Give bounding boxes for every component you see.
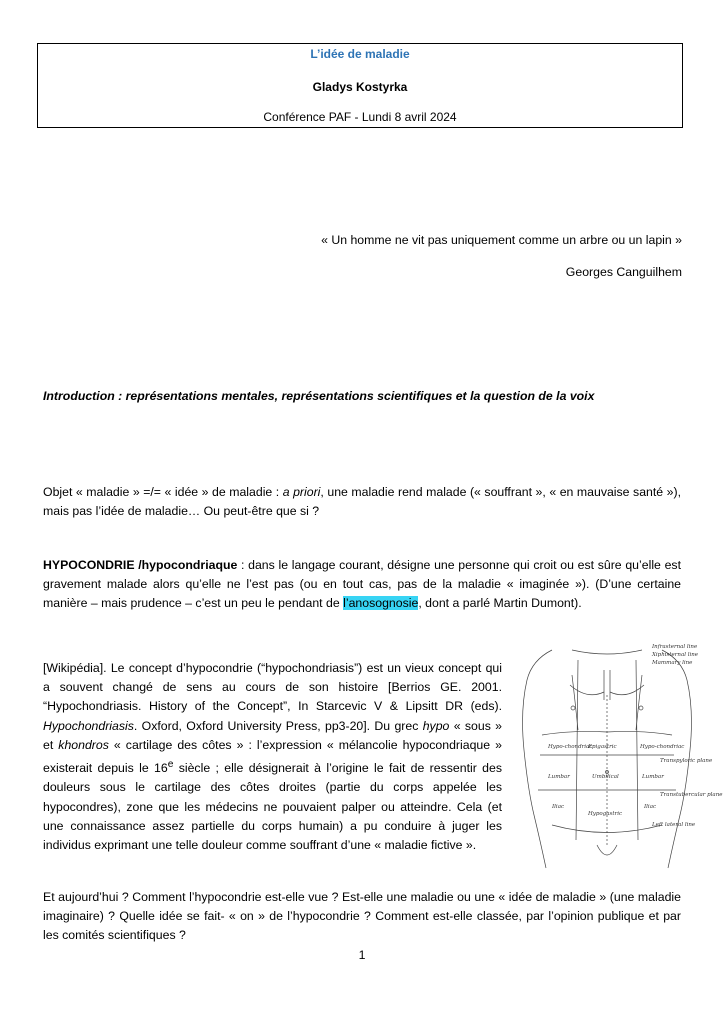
p1-text-a: Objet « maladie » =/= « idée » de maladie :	[43, 485, 283, 499]
document-title: L’idée de maladie	[310, 47, 410, 61]
label-lumbar-right: Lumbar	[642, 774, 664, 780]
title-box	[37, 43, 683, 128]
label-hypochondriac-right: Hypo-chondriac	[640, 744, 685, 750]
section-title: Introduction : représentations mentales, représentations scientifiques et la question de la voix	[43, 389, 595, 403]
label-left-lateral: Left lateral line	[652, 822, 696, 828]
p3-word-hypo: hypo	[422, 718, 450, 733]
label-infrasternal: Infrasternal line	[652, 644, 698, 650]
p3-text-a: [Wikipédia]. Le concept d’hypocondrie (“hypochondriasis”) est un vieux concept qui a souvent changé de sens au cours de son histoire [Berrios GE. 2001. “Hypochondriasis. History of the Concept”, In Starcevic V & Lipsitt DR (eds).	[43, 661, 502, 714]
epigraph-author: Georges Canguilhem	[565, 265, 682, 279]
page-number: 1	[358, 948, 366, 962]
p3-text-e: « sous » et	[43, 718, 503, 752]
p3-text-c: . Oxford, Oxford University Press, pp3-20]. Du grec	[133, 718, 423, 733]
p2-text-b: , dont a parlé Martin Dumont).	[418, 596, 582, 610]
conference-info: Conférence PAF - Lundi 8 avril 2024	[263, 110, 457, 124]
label-mammary: Mammary line	[652, 660, 693, 666]
paragraph-wikipedia	[43, 659, 502, 855]
author-name: Gladys Kostyrka	[312, 80, 408, 94]
epigraph-quote: « Un homme ne vit pas uniquement comme un arbre ou un lapin »	[321, 233, 682, 247]
p3-text-h: siècle ; elle désignerait à l’origine le fait de ressentir des douleurs sous le cartilage des côtes droites (partie du corps appelée les hypocondres), zone que les médecins ne pouvaient palper ou atteindre. Cela (et une connaissance assez partielle du corps humain) a pu conduire à juger les individus exprimant une telle douleur comme souffrant d’une « maladie fictive ».	[43, 761, 502, 852]
paragraph-hypocondrie	[43, 556, 681, 613]
p3-text-g: « cartilage des côtes » : l’expression « mélancolie hypocondriaque » existerait depuis le 16	[43, 737, 502, 776]
abdomen-diagram	[512, 640, 723, 870]
paragraph-objet	[43, 483, 681, 521]
p1-text-c: , une maladie rend malade (« souffrant », « en mauvaise santé »), mais pas l’idée de maladie… Ou peut-être que si ?	[43, 485, 681, 518]
label-hypogastric: Hypogastric	[588, 811, 623, 817]
p1-emphasis: a priori	[282, 485, 321, 499]
label-umbilical: Umbilical	[592, 774, 619, 780]
label-lumbar-left: Lumbar	[548, 774, 570, 780]
highlight-anosognosie: l’anosognosie	[343, 596, 419, 610]
label-iliac-left: Iliac	[552, 804, 565, 810]
abdomen-regions-figure	[512, 640, 723, 870]
label-epigastric: Epigastric	[588, 744, 617, 750]
term-hypocondrie: HYPOCONDRIE /hypocondriaque	[43, 558, 238, 572]
label-iliac-right: Iliac	[644, 804, 657, 810]
p2-text-a: : dans le langage courant, désigne une personne qui croit ou est sûre qu’elle est gravement malade alors qu’elle ne l’est pas (ou en tout cas, pas de la maladie « imaginée »). (D’une certaine manière – mais prudence – c’est un peu le pendant de	[43, 558, 681, 610]
p3-superscript: e	[167, 759, 174, 771]
label-xiphisternal: Xiphisternal line	[652, 652, 699, 658]
p3-word-khondros: khondros	[58, 737, 109, 752]
paragraph-aujourdhui: Et aujourd’hui ? Comment l’hypocondrie est-elle vue ? Est-elle une maladie ou une « idée de maladie » (une maladie imaginaire) ? Quelle idée se fait- « on » de l’hypocondrie ? Comment est-elle classée, par l’opinion publique et par les comités scientifiques ?	[43, 890, 681, 942]
p3-book-title: Hypochondriasis	[43, 718, 134, 733]
label-hypochondriac-left: Hypo-chondriac	[548, 744, 593, 750]
label-transpyloric: Transpyloric plane	[660, 758, 713, 764]
label-transtubercular: Transtubercular plane	[660, 792, 723, 798]
